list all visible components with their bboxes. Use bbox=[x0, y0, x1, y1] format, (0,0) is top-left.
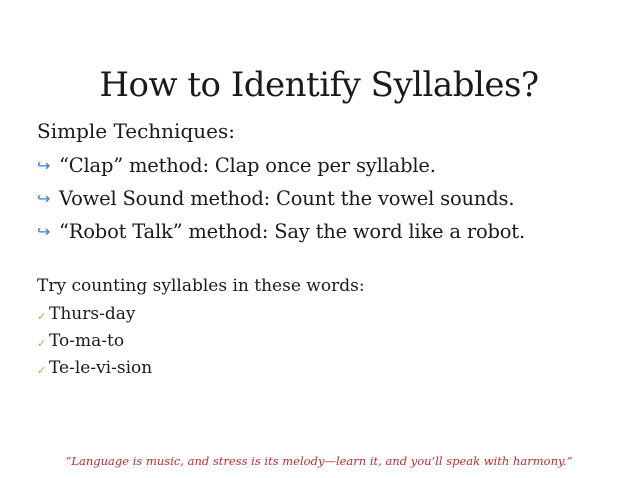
list-item bbox=[37, 300, 152, 327]
list-item bbox=[37, 149, 525, 182]
practice-heading: Try counting syllables in these words: bbox=[37, 276, 365, 296]
technique-text: “Robot Talk” method: Say the word like a robot. bbox=[59, 220, 525, 243]
list-item bbox=[37, 215, 525, 248]
list-item bbox=[37, 354, 152, 381]
check-icon: ✓ bbox=[37, 364, 47, 377]
slide-title: How to Identify Syllables? bbox=[99, 64, 539, 105]
check-icon: ✓ bbox=[37, 337, 47, 350]
hook-arrow-icon: ↪ bbox=[37, 189, 51, 208]
list-item bbox=[37, 327, 152, 354]
practice-word: Thurs-day bbox=[49, 303, 136, 324]
practice-word-list bbox=[37, 300, 152, 381]
footer-quote: “Language is music, and stress is its melody—learn it, and you’ll speak with harmony.” bbox=[65, 454, 573, 468]
techniques-list bbox=[37, 149, 525, 248]
hook-arrow-icon: ↪ bbox=[37, 222, 51, 241]
check-icon: ✓ bbox=[37, 310, 47, 323]
practice-word: Te-le-vi-sion bbox=[49, 357, 153, 378]
technique-text: Vowel Sound method: Count the vowel sounds. bbox=[59, 187, 515, 210]
practice-word: To-ma-to bbox=[49, 330, 125, 351]
hook-arrow-icon: ↪ bbox=[37, 156, 51, 175]
techniques-heading: Simple Techniques: bbox=[37, 119, 235, 143]
technique-text: “Clap” method: Clap once per syllable. bbox=[59, 154, 436, 177]
list-item bbox=[37, 182, 525, 215]
